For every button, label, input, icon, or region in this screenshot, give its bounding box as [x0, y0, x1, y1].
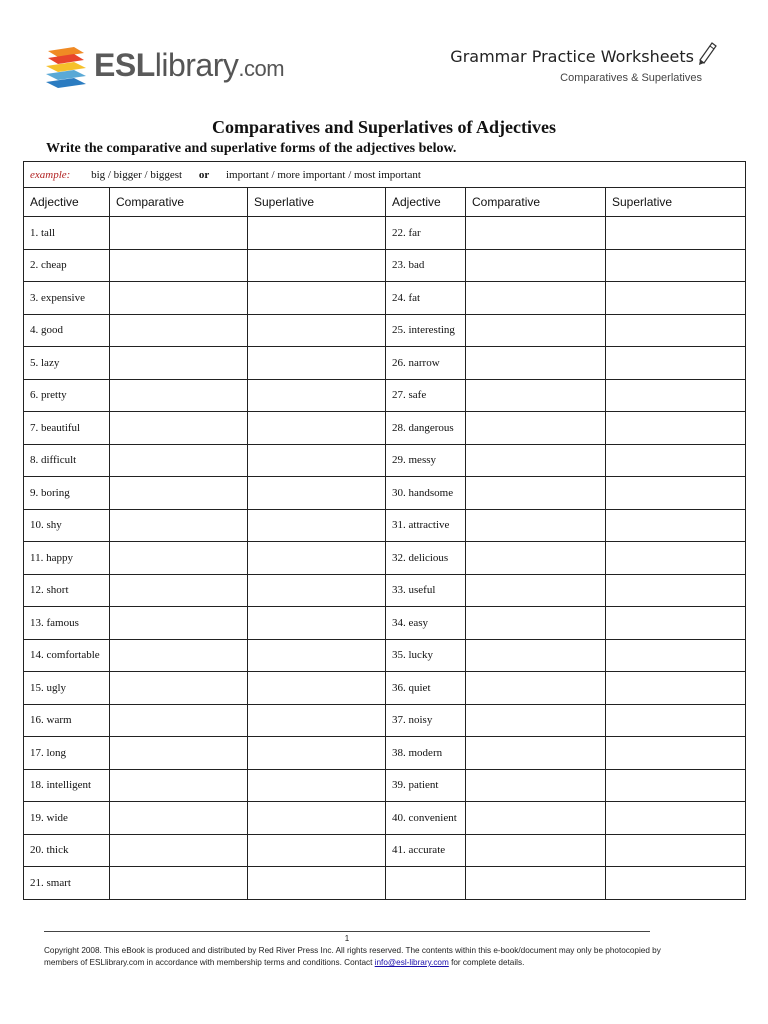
copyright-notice — [44, 945, 684, 969]
copyright-text-end: for complete details. — [448, 958, 525, 967]
superlative-answer-cell[interactable] — [248, 314, 386, 347]
table-row — [24, 347, 746, 380]
superlative-answer-cell[interactable] — [248, 737, 386, 770]
adjective-cell: 18. intelligent — [24, 769, 110, 802]
comparative-answer-cell[interactable] — [466, 444, 606, 477]
table-row — [24, 704, 746, 737]
superlative-answer-cell[interactable] — [248, 639, 386, 672]
superlative-answer-cell[interactable] — [606, 282, 746, 315]
esl-library-logo — [44, 43, 284, 93]
adjective-cell: 30. handsome — [386, 477, 466, 510]
adjective-cell: 16. warm — [24, 704, 110, 737]
adjective-cell: 23. bad — [386, 249, 466, 282]
adjective-cell: 17. long — [24, 737, 110, 770]
comparative-answer-cell[interactable] — [466, 282, 606, 315]
comparative-answer-cell[interactable] — [110, 509, 248, 542]
comparative-answer-cell[interactable] — [110, 379, 248, 412]
comparative-answer-cell[interactable] — [110, 802, 248, 835]
table-row — [24, 282, 746, 315]
book-stack-icon — [44, 45, 90, 89]
adjective-cell: 29. messy — [386, 444, 466, 477]
adjective-cell: 11. happy — [24, 542, 110, 575]
comparative-answer-cell[interactable] — [466, 347, 606, 380]
comparative-answer-cell[interactable] — [110, 477, 248, 510]
superlative-answer-cell[interactable] — [248, 217, 386, 250]
adjective-cell: 5. lazy — [24, 347, 110, 380]
table-row — [24, 379, 746, 412]
comparative-answer-cell[interactable] — [466, 802, 606, 835]
superlative-answer-cell[interactable] — [606, 737, 746, 770]
comparative-answer-cell[interactable] — [466, 639, 606, 672]
adjective-cell: 38. modern — [386, 737, 466, 770]
superlative-answer-cell[interactable] — [606, 574, 746, 607]
table-row — [24, 477, 746, 510]
comparative-answer-cell[interactable] — [466, 737, 606, 770]
superlative-answer-cell[interactable] — [248, 282, 386, 315]
comparative-answer-cell[interactable] — [110, 607, 248, 640]
superlative-answer-cell[interactable] — [248, 379, 386, 412]
adjective-cell: 9. boring — [24, 477, 110, 510]
comparative-answer-cell[interactable] — [466, 249, 606, 282]
column-header: Superlative — [248, 188, 386, 217]
table-row — [24, 607, 746, 640]
superlative-answer-cell[interactable] — [248, 867, 386, 900]
adjective-cell: 22. far — [386, 217, 466, 250]
table-row — [24, 542, 746, 575]
superlative-answer-cell[interactable] — [606, 672, 746, 705]
superlative-answer-cell[interactable] — [606, 639, 746, 672]
adjective-cell — [386, 867, 466, 900]
table-row — [24, 217, 746, 250]
superlative-answer-cell[interactable] — [606, 867, 746, 900]
comparative-answer-cell[interactable] — [466, 542, 606, 575]
table-row — [24, 639, 746, 672]
table-row — [24, 249, 746, 282]
comparative-answer-cell[interactable] — [110, 672, 248, 705]
table-row — [24, 672, 746, 705]
comparative-answer-cell[interactable] — [466, 412, 606, 445]
adjective-cell: 12. short — [24, 574, 110, 607]
adjective-cell: 33. useful — [386, 574, 466, 607]
adjective-cell: 26. narrow — [386, 347, 466, 380]
comparative-answer-cell[interactable] — [466, 477, 606, 510]
example-or: or — [198, 168, 210, 181]
table-row — [24, 509, 746, 542]
adjective-cell: 8. difficult — [24, 444, 110, 477]
page-title: Comparatives and Superlatives of Adjectives — [212, 117, 556, 137]
adjective-cell: 3. expensive — [24, 282, 110, 315]
superlative-answer-cell[interactable] — [248, 574, 386, 607]
superlative-answer-cell[interactable] — [606, 347, 746, 380]
table-row — [24, 867, 746, 900]
comparative-answer-cell[interactable] — [110, 769, 248, 802]
adjective-cell: 37. noisy — [386, 704, 466, 737]
comparative-answer-cell[interactable] — [110, 314, 248, 347]
superlative-answer-cell[interactable] — [606, 477, 746, 510]
adjective-cell: 21. smart — [24, 867, 110, 900]
example-cell — [24, 162, 746, 188]
column-header: Adjective — [24, 188, 110, 217]
comparative-answer-cell[interactable] — [466, 379, 606, 412]
superlative-answer-cell[interactable] — [606, 834, 746, 867]
example-first: big / bigger / biggest — [91, 168, 183, 181]
superlative-answer-cell[interactable] — [606, 542, 746, 575]
comparative-answer-cell[interactable] — [466, 314, 606, 347]
series-title: Grammar Practice Worksheets — [450, 47, 694, 66]
comparative-answer-cell[interactable] — [110, 704, 248, 737]
comparative-answer-cell[interactable] — [110, 249, 248, 282]
superlative-answer-cell[interactable] — [248, 704, 386, 737]
adjective-cell: 28. dangerous — [386, 412, 466, 445]
adjective-cell: 1. tall — [24, 217, 110, 250]
footer-divider — [44, 931, 650, 932]
superlative-answer-cell[interactable] — [606, 249, 746, 282]
adjective-cell: 31. attractive — [386, 509, 466, 542]
comparative-answer-cell[interactable] — [466, 217, 606, 250]
adjective-cell: 2. cheap — [24, 249, 110, 282]
superlative-answer-cell[interactable] — [248, 412, 386, 445]
superlative-answer-cell[interactable] — [248, 542, 386, 575]
superlative-answer-cell[interactable] — [606, 444, 746, 477]
copyright-text: Copyright 2008. This eBook is produced and distributed by Red River Press Inc. All rights reserved. The contents within this e-book/document may only be photocopied by members of ESLlibrary.com in accordance with membership terms and conditions. Contact — [44, 946, 661, 967]
logo-wordmark: ESLlibrary.com — [94, 47, 285, 83]
adjective-cell: 13. famous — [24, 607, 110, 640]
adjective-cell: 24. fat — [386, 282, 466, 315]
superlative-answer-cell[interactable] — [606, 802, 746, 835]
table-row — [24, 802, 746, 835]
comparative-answer-cell[interactable] — [466, 867, 606, 900]
superlative-answer-cell[interactable] — [248, 834, 386, 867]
table-row — [24, 314, 746, 347]
adjective-cell: 25. interesting — [386, 314, 466, 347]
superlative-answer-cell[interactable] — [606, 607, 746, 640]
instructions: Write the comparative and superlative forms of the adjectives below. — [46, 141, 457, 156]
example-second: important / more important / most important — [226, 168, 421, 181]
page-number: 1 — [344, 934, 350, 943]
comparative-answer-cell[interactable] — [110, 574, 248, 607]
adjective-cell: 39. patient — [386, 769, 466, 802]
superlative-answer-cell[interactable] — [248, 769, 386, 802]
header-row — [24, 188, 746, 217]
comparative-answer-cell[interactable] — [110, 737, 248, 770]
adjective-table — [23, 161, 746, 900]
superlative-answer-cell[interactable] — [606, 509, 746, 542]
superlative-answer-cell[interactable] — [248, 477, 386, 510]
table-row — [24, 737, 746, 770]
word-rows — [24, 217, 746, 900]
adjective-cell: 35. lucky — [386, 639, 466, 672]
comparative-answer-cell[interactable] — [466, 509, 606, 542]
superlative-answer-cell[interactable] — [248, 347, 386, 380]
comparative-answer-cell[interactable] — [110, 282, 248, 315]
table-row — [24, 412, 746, 445]
superlative-answer-cell[interactable] — [606, 412, 746, 445]
adjective-cell: 36. quiet — [386, 672, 466, 705]
adjective-cell: 34. easy — [386, 607, 466, 640]
comparative-answer-cell[interactable] — [110, 834, 248, 867]
superlative-answer-cell[interactable] — [248, 802, 386, 835]
comparative-answer-cell[interactable] — [466, 672, 606, 705]
superlative-answer-cell[interactable] — [248, 672, 386, 705]
series-subtitle: Comparatives & Superlatives — [560, 72, 702, 84]
comparative-answer-cell[interactable] — [110, 217, 248, 250]
superlative-answer-cell[interactable] — [606, 217, 746, 250]
table-row — [24, 834, 746, 867]
comparative-answer-cell[interactable] — [110, 347, 248, 380]
table-row — [24, 444, 746, 477]
adjective-cell: 19. wide — [24, 802, 110, 835]
worksheet — [23, 161, 745, 900]
superlative-answer-cell[interactable] — [248, 509, 386, 542]
example-label: example: — [30, 168, 71, 181]
adjective-cell: 20. thick — [24, 834, 110, 867]
comparative-answer-cell[interactable] — [466, 834, 606, 867]
table-row — [24, 769, 746, 802]
column-header: Adjective — [386, 188, 466, 217]
adjective-cell: 32. delicious — [386, 542, 466, 575]
adjective-cell: 7. beautiful — [24, 412, 110, 445]
adjective-cell: 10. shy — [24, 509, 110, 542]
adjective-cell: 6. pretty — [24, 379, 110, 412]
superlative-answer-cell[interactable] — [248, 249, 386, 282]
adjective-cell: 14. comfortable — [24, 639, 110, 672]
comparative-answer-cell[interactable] — [466, 769, 606, 802]
adjective-cell: 27. safe — [386, 379, 466, 412]
column-header: Superlative — [606, 188, 746, 217]
comparative-answer-cell[interactable] — [110, 639, 248, 672]
superlative-answer-cell[interactable] — [606, 704, 746, 737]
table-row — [24, 574, 746, 607]
comparative-answer-cell[interactable] — [466, 704, 606, 737]
comparative-answer-cell[interactable] — [466, 607, 606, 640]
pencil-icon — [696, 40, 718, 66]
comparative-answer-cell[interactable] — [110, 444, 248, 477]
comparative-answer-cell[interactable] — [466, 574, 606, 607]
superlative-answer-cell[interactable] — [606, 379, 746, 412]
example-row — [24, 162, 746, 188]
column-header: Comparative — [110, 188, 248, 217]
contact-email-link[interactable]: info@esl-library.com — [374, 958, 449, 967]
adjective-cell: 40. convenient — [386, 802, 466, 835]
adjective-cell: 41. accurate — [386, 834, 466, 867]
superlative-answer-cell[interactable] — [248, 444, 386, 477]
superlative-answer-cell[interactable] — [606, 769, 746, 802]
comparative-answer-cell[interactable] — [110, 412, 248, 445]
adjective-cell: 4. good — [24, 314, 110, 347]
superlative-answer-cell[interactable] — [606, 314, 746, 347]
adjective-cell: 15. ugly — [24, 672, 110, 705]
comparative-answer-cell[interactable] — [110, 867, 248, 900]
column-header: Comparative — [466, 188, 606, 217]
comparative-answer-cell[interactable] — [110, 542, 248, 575]
superlative-answer-cell[interactable] — [248, 607, 386, 640]
